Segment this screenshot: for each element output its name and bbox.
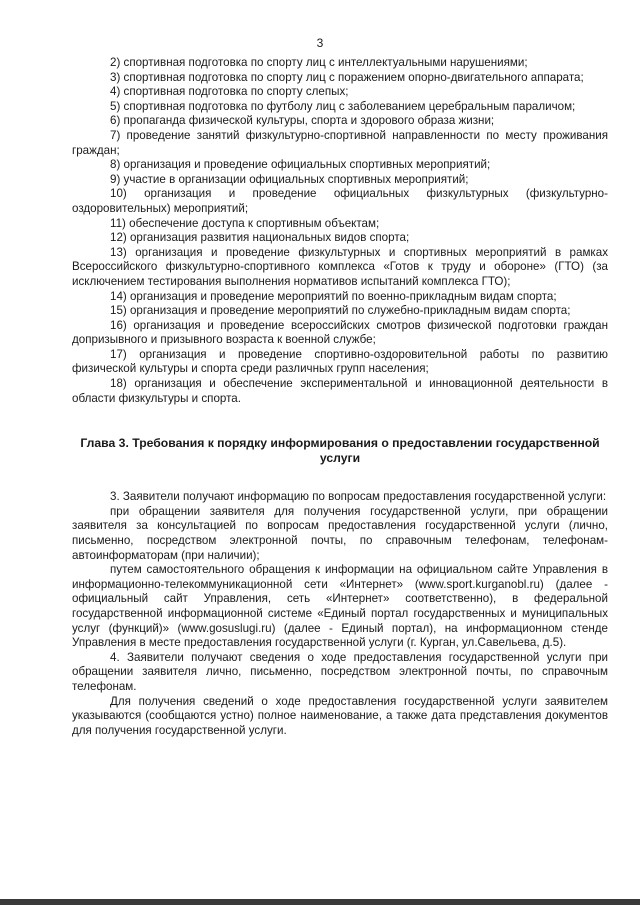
list-item: 14) организация и проведение мероприятий по военно-прикладным видам спорта;	[110, 289, 557, 303]
paragraph: путем самостоятельного обращения к информации на официальном сайте Управления в информационно-телекоммуникационной сети «Интернет» (www.sport.kurganobl.ru) (далее - официальный сайт Управления, сеть «Интернет» соответственно), в федеральной государственной информационной системе «Единый портал государственных и муниципальных услуг (функций)» (www.gosuslugi.ru) (далее - Единый портал), на информационном стенде Управления в месте предоставления государственной услуги (г. Курган, ул.Савельева, д.5).	[72, 563, 608, 650]
list-item: 3) спортивная подготовка по спорту лиц с поражением опорно-двигательного аппарата;	[110, 70, 584, 84]
list-item: 16) организация и проведение всероссийских смотров физической подготовки граждан допризывного и призывного возраста к военной службе;	[72, 318, 608, 347]
list-item: 15) организация и проведение мероприятий по служебно-прикладным видам спорта;	[110, 304, 571, 318]
document-body	[72, 56, 608, 738]
list-item: 5) спортивная подготовка по футболу лиц с заболеванием церебральным параличом;	[110, 99, 576, 113]
list-item: 9) участие в организации официальных спортивных мероприятий;	[110, 172, 469, 186]
list-item: 13) организация и проведение физкультурных и спортивных мероприятий в рамках Всероссийского физкультурно-спортивного комплекса «Готов к труду и обороне» (ГТО) (за исключением тестирования выполнения нормативов испытаний комплекса ГТО);	[72, 245, 608, 288]
chapter-section	[72, 490, 608, 738]
list-item: 18) организация и обеспечение экспериментальной и инновационной деятельности в области физкультуры и спорта.	[72, 377, 608, 405]
list-item: 2) спортивная подготовка по спорту лиц с интеллектуальными нарушениями;	[110, 56, 528, 69]
list-item: 7) проведение занятий физкультурно-спортивной направленности по месту проживания граждан;	[72, 128, 608, 157]
list-item: 12) организация развития национальных видов спорта;	[110, 231, 410, 245]
paragraph: 4. Заявители получают сведения о ходе предоставления государственной услуги при обращении заявителя лично, письменно, посредством электронной почты, по справочным телефонам.	[72, 650, 608, 693]
scan-bottom-edge	[0, 899, 640, 905]
paragraph: Для получения сведений о ходе предоставления государственной услуги заявителем указываются (сообщаются устно) полное наименование, а также дата представления документов для получения государственной услуги.	[72, 694, 608, 737]
services-list	[72, 56, 608, 406]
list-item: 4) спортивная подготовка по спорту слепых;	[110, 85, 349, 99]
list-item: 10) организация и проведение официальных физкультурных (физкультурно-оздоровительных) мероприятий;	[72, 187, 608, 215]
paragraph: 3. Заявители получают информацию по вопросам предоставления государственной услуги:	[110, 490, 607, 504]
chapter-heading: Глава 3. Требования к порядку информирования о предоставлении государственной услуги	[80, 436, 600, 466]
list-item: 6) пропаганда физической культуры, спорта и здорового образа жизни;	[110, 114, 495, 128]
paragraph: при обращении заявителя для получения государственной услуги, при обращении заявителя за консультацией по вопросам предоставления государственной услуги (лично, письменно, посредством электронной почты, по справочным телефонам, телефонам-автоинформаторам (при наличии);	[72, 504, 608, 562]
list-item: 17) организация и проведение спортивно-оздоровительной работы по развитию физической культуры и спорта среди различных групп населения;	[72, 347, 608, 376]
list-item: 11) обеспечение доступа к спортивным объектам;	[110, 216, 380, 230]
list-item: 8) организация и проведение официальных спортивных мероприятий;	[110, 158, 491, 172]
page-number: 3	[316, 36, 324, 50]
